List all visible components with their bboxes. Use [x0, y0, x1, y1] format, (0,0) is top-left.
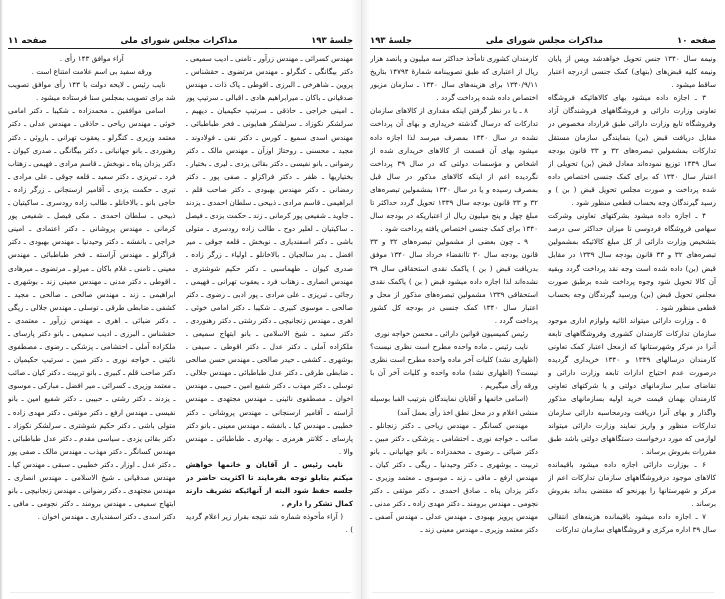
- column-right: [548, 52, 716, 581]
- running-title: مذاکرات مجلس شورای ملی: [485, 36, 604, 46]
- text-columns: [370, 52, 716, 581]
- paragraph: ۴ ـ اجازه داده میشود بشرکتهای تعاونی وشرکت سهامی فروشگاه فردوسی تا میزان حداکثر سی درصد بتشخیص وزارت دارائی از کل مبلغ کالائیکه بمشمولین تبصره‌های ۳۲ و ۳۳ قانون بودجه سال ۱۳۳۹ در مقابل قبض (بن) داده شده است وجه نقد پرداخت گردد وبقیه آن کالا تحویل شود وجوه پرداخت شده برطبق صورت مجلس تحویل قبض (بن) ورسید گیرندگان وجه بحساب قطعی منظور شود .: [548, 211, 716, 312]
- session-label: جلسهٔ ۱۹۳: [370, 36, 412, 46]
- paragraph: (اسامی خانمها و آقایان نمایندگان بترتیب الفبا بوسیله منشی اعلام و در محل نطق اخذ رأی بعمل آمد): [370, 394, 538, 417]
- running-head: [370, 30, 716, 49]
- column-left: [370, 52, 538, 581]
- running-title: مذاکرات مجلس شورای ملی: [120, 36, 238, 46]
- paragraph: ونیمه سال ۱۳۴۰ جنس تحویل خواهدشد وپس از پایان ونیمه کلیه قبض‌های (بنهای) کمک جنسی ازدرجه اعتبار ساقط میشود .: [548, 54, 716, 90]
- session-label: جلسهٔ ۱۹۳: [311, 36, 353, 46]
- page-number: صفحه ۱۰: [677, 36, 716, 46]
- scan-edge: [0, 0, 3, 599]
- paragraph: ۹ ـ چون بعضی از مشمولین تبصره‌های ۳۲ و ۳۳ قانون بودجه سال ۳۰ تاانقضاء خرداد سال ۱۳۴۰ موفق بدریافت قبض ( بن ) یاکمک نقدی استحقاقی سال ۳۹ نشده‌اند لذا اجازه داده میشود قبض ( بن ) یاکمک نقدی استحقاقی ۱۳۳۹ مشمولین تبصره‌های مذکور از محل و اعتبار سال ۱۳۴۰ کمک جنسی در بودجه کل کشور پرداخت گردد .: [370, 237, 538, 325]
- paragraph: ۸ ـ با در نظر گرفتن اینکه مقداری از کالاهای سازمان تدارکات که درسال گذشته خریداری و بهای آن پرداخت نشده در سال ۱۳۴۰ بمصرف میرسد لذا اجازه داده میشود بهای آن قسمت از کالاهای خریداری شده از اشخاص و مؤسسات دولتی که در سال ۳۹ پرداخت نگردیده اعم از اینکه کالاهای مذکور در سال قبل بمصرف رسیده و یا در سال ۱۳۴۰ بمشمولین تبصره‌های ۳۲ و ۳۳ قانون بودجه سال ۱۳۳۹ تحویل گردد حداکثر تا مبلغ چهل و پنج میلیون ریال از اعتباریکه در بودجه سال ۱۳۴۰ برای کمک جنسی اختصاص یافته پرداخت شود .: [370, 106, 538, 234]
- page-11: [0, 0, 362, 599]
- vote-result: آراء موافق ۱۴۳ رأی .: [59, 54, 124, 63]
- running-head: [8, 30, 353, 49]
- paragraph: ۳ ـ اجازه داده میشود بهای کالاهائیکه فروشگاه تعاونی وزارت دارائی و فروشگاههای فروشندگان آزاد وفروشگاه تابع وزارت دارائی طبق قرارداد مخصوص در مقابل دریافت قبض (بن) بنمایندگی سازمان مستقل تدارکات بمشمولین تبصره‌های ۳۲ و ۳۳ قانون بودجه سال ۱۳۳۹ توزیع نموده‌اند معادل قبض (بن) تحویلی از اعتبار سال ۱۳۴۰ که برای کمک جنسی اختصاص داده شده پرداخت و صورت مجلس تحویل قبض ( بن ) و رسید گیرندگان وجه بحساب قطعی منظور شود .: [548, 93, 716, 208]
- paragraph: ۶ ـ بوزارت دارائی اجازه داده میشود باقیمانده کالاهای موجود درفروشگاههای سازمان تدارکات اعم از مرکز و شهرستانها را بهرنحو که مقتضی بداند بفروش برساند .: [548, 459, 716, 509]
- paragraph: نایب رئیس ـ از آقایان و خانمها خواهش میکنم بتابلو توجه بفرمایند تا اکثریت حاضر در جلسه حفظ شود البته از آنهائیکه تشریف دارند کمال تشکر را دارم .: [185, 459, 353, 509]
- paragraph: نایب رئیس ـ ماده واحده مطرح است نظری نیست؟ (اظهاری نشد) کلیات آخر ماده واحده مطرح است نظری نیست؟ (اظهاری نشد) ماده واحده و کلیات آخر آن با ورقه رأی میگیریم .: [370, 342, 538, 391]
- page-10: [362, 0, 724, 599]
- paragraph: مهندس کسانگر ـ مهندس ریاحی ـ دکتر زنجانلو ـ صائب ـ خواجه نوری ـ احتشامی ـ پزشکی ـ دکتر مبین ـ دکتر ضیائی ـ رضوی ـ محمدزاده ـ بانو جهانبانی ـ بانو تربیت ـ بوشهری ـ دکتر وحیدنیا ـ ریگی ـ دکتر کیان ـ مهندس ارفع ـ مافی ـ زند ـ موسوی ـ معتمد وزیری ـ دکتر یزدان پناه ـ صادق احمدی ـ دکتر موثقی ـ دکتر نجومی ـ مهندس برومند ـ دکتر مهدی زاده ـ دکتر مدنی ـ مهندس پرویز بهبودی ـ مهندس عدلی ـ مهندس آصفی ـ دکتر معتمد وزیری ـ مهندس معینی زند ـ: [370, 420, 538, 535]
- column-right: [186, 52, 354, 581]
- paragraph: اسامی موافقین ـ محمدزاده ـ شکیبا ـ دکتر امامی خوئی ـ مهندس ریاحی ـ حاذقی ـ مهندس عدلی ـ دکتر معتمد وزیری ـ کنگرلو ـ یعقوب تهرانی ـ باروئی ـ دکتر رهنوردی ـ بانو جهانبانی ـ دکتر بیگانگی ـ صدری کیوان ـ دکتر یزدان پناه ـ نوبخش ـ قاسم مرادی ـ فهیمی ـ زهتاب فرد ـ تبریزی ـ دکتر سعید ـ قلعه جوقی ـ علی مرادی ـ تبری ـ حکمت یزدی ـ آقامیر ارسنجانی ـ زرگر زاده ـ حاجی بانو ـ بالاخانلو ـ طالب زاده رودسری ـ ساکیتیان ـ ذبیحی ـ سلطان احمدی ـ مکی فیصل ـ شفیعی پور کرمانی ـ مهندس پروشانی ـ دکتر اعتمادی ـ امینی خراجی ـ بانفشه ـ دکتر وحیدنیا ـ مهندس بهبودی ـ دکتر قراگزلو ـ مهندس آراسته ـ فخر طباطبائی ـ مهندس معینی ـ تامنی ـ غلام باکان ـ میرلو ـ مرتضوی ـ میرهادی ـ اقوطی ـ دکتر مدنی ـ مهندس معینی زند ـ بوشهری ـ ابراهیمی ـ زند ـ مهندس صالحی ـ صالحی ـ مجید ـ کشفی ـ ضابطی طرقی ـ توسلی ـ مهندس جلالی ـ ریگی ـ دکتر ضیائی ـ اهری ـ مهندس زرآور ـ معتمدی ـ حقشناس ـ البرزی ـ ادیب سمیعی ـ بانو دکتر پارسای ـ ملکزاده آملی ـ احتشامی ـ پزشکی ـ رضوی ـ مصطفوی نائینی ـ خواجه نوری ـ دکتر مبین ـ سرتیپ حکیمیان ـ دکتر صاحب قلم ـ کبیری ـ بانو تربیت ـ دکتر کیان ـ صائب ـ معتمد وزیری ـ کسرائی ـ میر افضل ـ مبارکی ـ موسوی ـ یزدند ـ دکتر رشتی ـ حبیبی ـ دکتر شفیع امین ـ بانو نفیسی ـ مهندس ارفع ـ دکتر موثقی ـ دکتر مهدی زاده ـ متولی باشی ـ دکتر حکیم شوشتری ـ سرلشکر نکوزاد ـ دکتر بقائی یزدی ـ سیاسی مقدم ـ دکتر عدل طباطبائی ـ مهندس کسانگر ـ دکتر مهذب ـ مهندس مالک ـ صفی پور ـ دکتر عدل ـ اوزار ـ دکتر خطیبی ـ سبقی ـ مهندس کیا ـ مهندس صدقیانی ـ شیخ الاسلامی ـ مهندس انصاری ـ مهندس مجتهدی ـ دکتر رضوانی ـ مهندس زنجانیچی ـ بانو ابتهاج سمیعی ـ مهندس برومند ـ دکتر نجومی ـ مافی ـ دکتر اسدی ـ دکتر اسفندیاری ـ مهندس اخوان .: [8, 106, 176, 522]
- paragraph: ( آراء مأخوذه شماره شد نتیجه بقرار زیر اعلام گردید ) .: [185, 512, 353, 535]
- paragraph: ۷ ـ اجازه داده میشود باقیمانده هزینه‌های انتقالی سال ۳۹ اداره مرکزی و فروشگاههای سازمان تدارکات: [548, 512, 716, 535]
- paragraph: نایب رئیس ـ لایحه دولت با ۱۴۳ رأی موافق تصویب شد برای تصویب بمجلس سنا فرستاده میشود .: [8, 80, 176, 103]
- column-left: [8, 52, 176, 581]
- signature: رئیس کمیسیون قوانین دارائی ـ محسن خواجه نوری: [374, 328, 528, 338]
- paragraph: ورقه سفید بی اسم علامت امتناع است .: [31, 67, 152, 77]
- page-number: صفحه ۱۱: [8, 36, 47, 46]
- footer-rule: [372, 592, 714, 593]
- paragraph: ۵ ـ وزارت دارائی میتواند اثاثیه ولوازم اداری موجود سازمان تدارکات کارمندان کشوری وفروشگاههای تابعه آنرا در مرکز وشهرستانها که ازمحل اعتبار کمک تعاونی کارمندان درسالهای ۱۳۳۹ و ۱۳۴۰ خریداری گردیده درصورت عدم احتیاج ادارات تابعه وزارت دارائی و تقاضای سایر سازمانهای دولتی و یا شرکتهای تعاونی کارمندان بهمان قیمت خرید اولیه بسازمانهای مذکور واگذار و بهای آنرا دریافت ودرمحاسبه دارائی سازمان تدارکات منظور و واریز نمایند وزارت دارائی میتواند لوازمی که مورد درخواست دستگاههای دولتی باشد طبق مقررات بفروش برساند .: [548, 315, 716, 456]
- paragraph: کارمندان کشوری تامأخذ حداکثر سه میلیون و پانصد هزار ریال از اعتباری که طبق تصویبنامه شمارهٔ ۱۴۷۹۴ بتاریخ ۱۳۴۰/۹/۱۱ برای هزینه‌های سال ۱۳۴۰ ـ سازمان مزبور اختصاص داده شده پرداخت گردد .: [370, 54, 538, 103]
- footer-rule: [10, 592, 351, 593]
- paragraph: مهندس کسرائی ـ مهندس زرآور ـ تامنی ـ ادیب سمیعی ـ دکتر بیگانگی ـ کنگرلو ـ مهندس مرتضوی ـ حقشناس ـ پروین ـ شاهرخی ـ البرزی ـ اقوطی ـ پاک ذات ـ مهندس صدقیانی ـ باکان ـ میرابراهیم هادی ـ اقبالی ـ سرتیپ پور ـ امینی خراجی ـ حاذقی ـ سرتیپ حکیمیان ـ دیهیم ـ سرلشکر نکوزاد ـ سرلشکر همایونی ـ فخر طباطبائی ـ مهندس اسدی سمیع ـ کورس ـ دکتر نفی ـ فولادوند ـ مجید ـ محسنی ـ روحتاژ اوزآن ـ مهندس مالک ـ دکتر رضوانی ـ بانو نفیسی ـ دکتر بقائی یزدی ـ لیری ـ بختیار ـ بختیاریها ـ ظفر ـ دکتر فراکزلو ـ صفی پور ـ دکتر رمضانی ـ دکتر مهندس بهبودی ـ دکتر صاحب قلم ـ ابراهیمی ـ قاسم مرادی ـ ذبیحی ـ سلطان احمدی ـ یزدند ـ جاوید ـ شفیعی پور کرمانی ـ زند ـ حکمت یزدی ـ فیصل ـ ساکیتیان ـ لعلیر دوح ـ طالب زاده رودسری ـ متولی باشی ـ دکتر اسفندیاری ـ نوبخش ـ قلعه جوقی ـ میر افضل ـ بدر سالجیان ـ بالاخانلو ـ اولیاء ـ زرگر زاده ـ صدری کیوان ـ طهماسبی ـ دکتر حکیم شوشتری ـ مهندس انصاری ـ زهتاب فرد ـ یعقوب تهرانی ـ فهیمی ـ رجائی ـ تبریزی ـ علی مرادی ـ پور ادبی ـ رضوی ـ دکتر صالحی ـ موسوی کبیری ـ شکیبا ـ دکتر امامی خوئی ـ اهری ـ مهندس زنجانیچی ـ دکتر رشتی ـ دکتر رهنوردی ـ دکتر سعید ـ شیخ الاسلامی ـ بانو ابتهاج سمیعی ـ ملکزاده آملی ـ دکتر عدل ـ دکتر اقوطی ـ سیفی ـ بوشهری ـ کشفی ـ حیدر صالحی ـ مهندس حسن صالحی ـ ضابطی طرقی ـ دکتر عدل طباطبائی ـ مهندس جلالی ـ توسلی ـ دکتر مهذب ـ دکتر شفیع امین ـ حبیبی ـ مهندس اخوان ـ مصطفوی نائینی ـ مهندس مجتهدی ـ مهندس آراسته ـ آقامیر ارسنجانی ـ مهندس پروشانی ـ دکتر خطیبی ـ مهندس کیا ـ بانفشه ـ مهندس معینی ـ بانو دکتر پارسای ـ کلانتر هرمزی ـ بهادری ـ طباطبائی ـ مهندس والا .: [185, 54, 353, 456]
- text-columns: [8, 52, 353, 581]
